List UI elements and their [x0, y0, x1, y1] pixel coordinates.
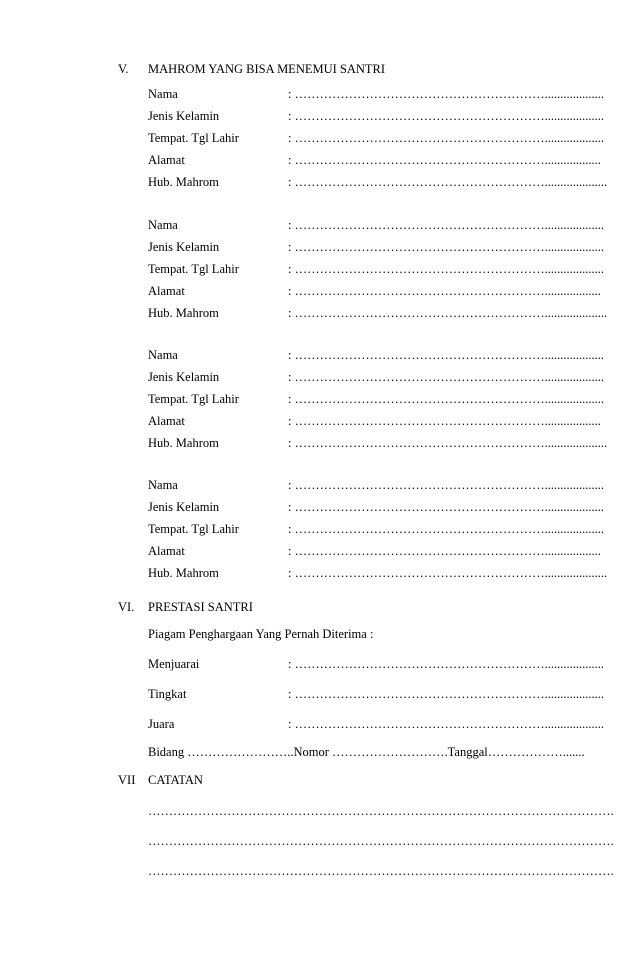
- nama-label: Nama: [148, 348, 178, 362]
- tempat-tgl-lahir-label: Tempat. Tgl Lahir: [148, 522, 239, 536]
- bidang-nomor-tanggal-line: [148, 744, 585, 760]
- nama-field[interactable]: : ……………………………………………………...................: [288, 218, 604, 232]
- catatan-line[interactable]: ………………………………………………………………………………………………….: [148, 864, 614, 878]
- section-vii-title: CATATAN: [148, 773, 203, 787]
- hub-mahrom-field[interactable]: : ……………………………………………………....................: [288, 306, 608, 320]
- tempat-tgl-lahir-label: Tempat. Tgl Lahir: [148, 392, 239, 406]
- jenis-kelamin-field[interactable]: : ……………………………………………………...................: [288, 370, 604, 384]
- juara-field[interactable]: : ……………………………………………………...................: [288, 717, 604, 731]
- hub-mahrom-field[interactable]: : ……………………………………………………....................: [288, 566, 608, 580]
- section-v-title: MAHROM YANG BISA MENEMUI SANTRI: [148, 62, 386, 76]
- section-vii-number: VII: [118, 773, 136, 787]
- nama-field[interactable]: : ……………………………………………………...................: [288, 348, 604, 362]
- alamat-field[interactable]: : ……………………………………………………..................: [288, 284, 601, 298]
- jenis-kelamin-label: Jenis Kelamin: [148, 109, 220, 123]
- nama-field[interactable]: : ……………………………………………………...................: [288, 478, 604, 492]
- jenis-kelamin-label: Jenis Kelamin: [148, 370, 220, 384]
- tempat-tgl-lahir-field[interactable]: : ……………………………………………………...................: [288, 262, 604, 276]
- nomor-label: Nomor: [293, 745, 329, 759]
- hub-mahrom-field[interactable]: : ……………………………………………………....................: [288, 175, 608, 189]
- alamat-field[interactable]: : ……………………………………………………..................: [288, 544, 601, 558]
- catatan-line[interactable]: ………………………………………………………………………………………………….: [148, 804, 614, 818]
- hub-mahrom-label: Hub. Mahrom: [148, 566, 219, 580]
- section-vi-title: PRESTASI SANTRI: [148, 600, 253, 614]
- bidang-field[interactable]: ……………………..: [187, 745, 294, 759]
- alamat-field[interactable]: : ……………………………………………………..................: [288, 414, 601, 428]
- hub-mahrom-field[interactable]: : ……………………………………………………....................: [288, 436, 608, 450]
- jenis-kelamin-label: Jenis Kelamin: [148, 240, 220, 254]
- tempat-tgl-lahir-label: Tempat. Tgl Lahir: [148, 262, 239, 276]
- tanggal-label: Tanggal: [447, 745, 488, 759]
- tempat-tgl-lahir-label: Tempat. Tgl Lahir: [148, 131, 239, 145]
- juara-label: Juara: [148, 717, 175, 731]
- tempat-tgl-lahir-field[interactable]: : ……………………………………………………...................: [288, 131, 604, 145]
- piagam-subtitle: Piagam Penghargaan Yang Pernah Diterima :: [148, 627, 374, 641]
- tingkat-label: Tingkat: [148, 687, 187, 701]
- alamat-label: Alamat: [148, 414, 185, 428]
- alamat-label: Alamat: [148, 544, 185, 558]
- tingkat-field[interactable]: : ……………………………………………………...................: [288, 687, 604, 701]
- nama-label: Nama: [148, 478, 178, 492]
- jenis-kelamin-field[interactable]: : ……………………………………………………...................: [288, 240, 604, 254]
- menjuarai-field[interactable]: : ……………………………………………………...................: [288, 657, 604, 671]
- tanggal-field[interactable]: ……………….......: [487, 745, 585, 759]
- nama-label: Nama: [148, 87, 178, 101]
- alamat-label: Alamat: [148, 284, 185, 298]
- section-vi-number: VI.: [118, 600, 135, 614]
- nomor-field[interactable]: ……………………….: [332, 745, 448, 759]
- hub-mahrom-label: Hub. Mahrom: [148, 175, 219, 189]
- nama-label: Nama: [148, 218, 178, 232]
- jenis-kelamin-label: Jenis Kelamin: [148, 500, 220, 514]
- alamat-label: Alamat: [148, 153, 185, 167]
- section-v-number: V.: [118, 62, 129, 76]
- tempat-tgl-lahir-field[interactable]: : ……………………………………………………...................: [288, 392, 604, 406]
- hub-mahrom-label: Hub. Mahrom: [148, 306, 219, 320]
- menjuarai-label: Menjuarai: [148, 657, 200, 671]
- catatan-line[interactable]: ………………………………………………………………………………………………….: [148, 834, 614, 848]
- nama-field[interactable]: : ……………………………………………………...................: [288, 87, 604, 101]
- jenis-kelamin-field[interactable]: : ……………………………………………………...................: [288, 109, 604, 123]
- bidang-label: Bidang: [148, 745, 185, 759]
- jenis-kelamin-field[interactable]: : ……………………………………………………...................: [288, 500, 604, 514]
- tempat-tgl-lahir-field[interactable]: : ……………………………………………………...................: [288, 522, 604, 536]
- alamat-field[interactable]: : ……………………………………………………..................: [288, 153, 601, 167]
- hub-mahrom-label: Hub. Mahrom: [148, 436, 219, 450]
